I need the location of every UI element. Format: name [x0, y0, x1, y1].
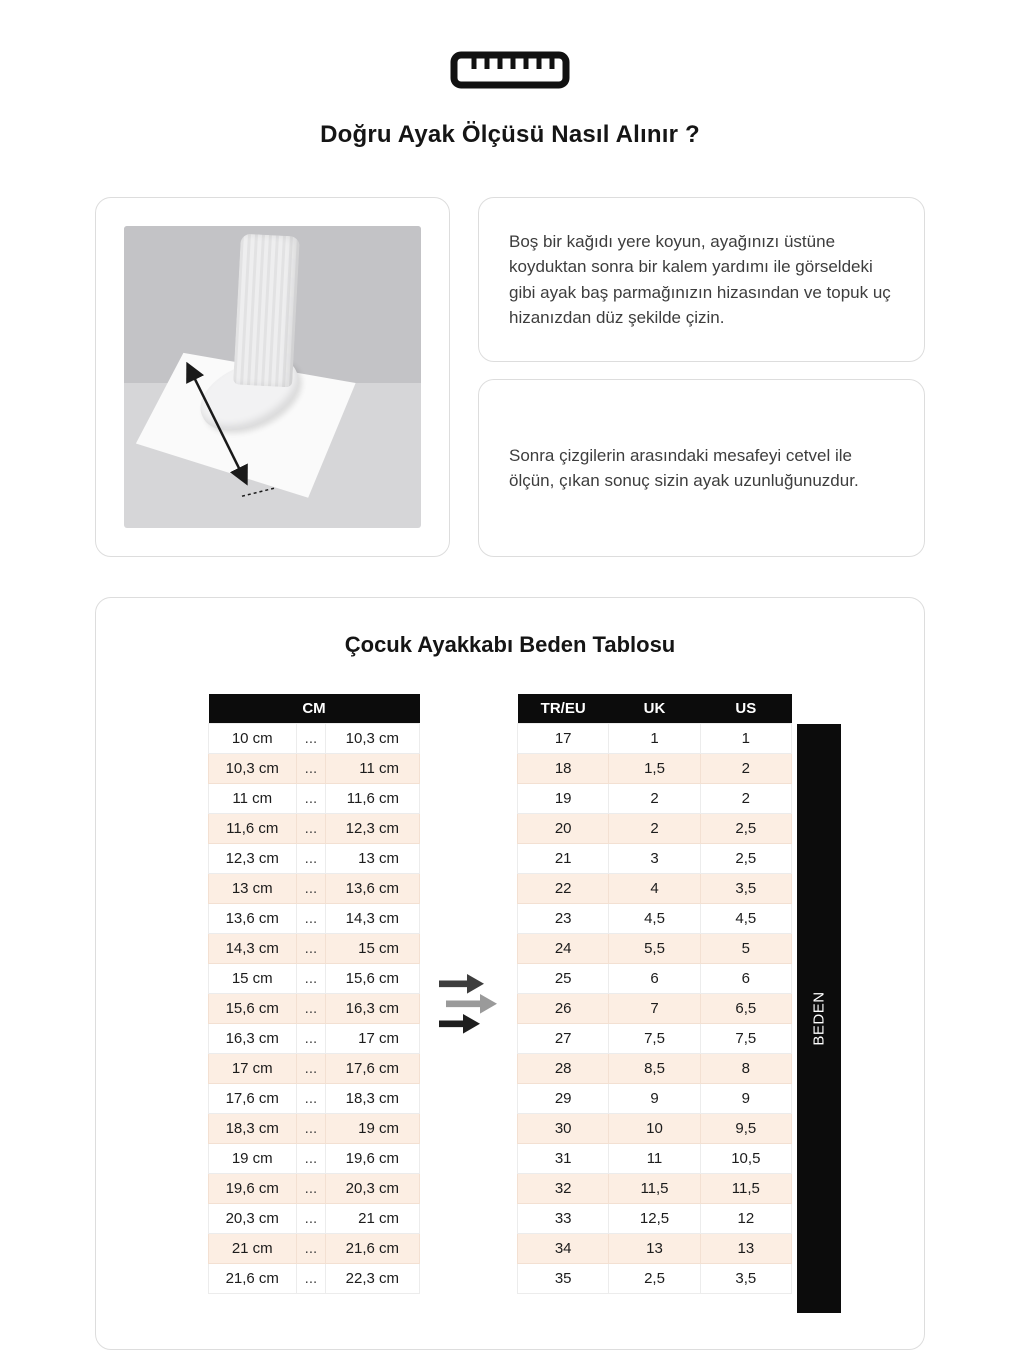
table-cell: ... — [296, 1203, 326, 1233]
table-row — [209, 933, 420, 963]
table-row — [209, 723, 420, 753]
table-row — [518, 1143, 792, 1173]
table-row — [518, 1053, 792, 1083]
table-row — [518, 783, 792, 813]
how-to-section — [95, 197, 925, 557]
instruction-list — [478, 197, 925, 557]
table-cell: 16,3 cm — [326, 993, 420, 1023]
table-cell: 16,3 cm — [209, 1023, 297, 1053]
table-row — [209, 1233, 420, 1263]
table-cell: ... — [296, 753, 326, 783]
table-cell: 11,6 cm — [326, 783, 420, 813]
table-row — [209, 753, 420, 783]
table-row — [209, 1203, 420, 1233]
table-cell: 19 — [518, 783, 609, 813]
table-cell: ... — [296, 1053, 326, 1083]
table-cell: 11 — [609, 1143, 700, 1173]
table-row — [518, 813, 792, 843]
instruction-card-2 — [478, 379, 925, 557]
table-row — [518, 993, 792, 1023]
table-cell: 14,3 cm — [326, 903, 420, 933]
table-cell: 17,6 cm — [326, 1053, 420, 1083]
cm-table — [208, 694, 420, 1294]
table-cell: 21 cm — [326, 1203, 420, 1233]
table-cell: ... — [296, 963, 326, 993]
cm-table-body — [209, 723, 420, 1293]
table-cell: 1 — [609, 723, 700, 753]
table-cell: 19 cm — [209, 1143, 297, 1173]
table-cell: 15 cm — [209, 963, 297, 993]
table-row — [209, 843, 420, 873]
table-row — [518, 843, 792, 873]
size-table-header-us: US — [700, 694, 791, 723]
table-cell: ... — [296, 1113, 326, 1143]
table-cell: 21 cm — [209, 1233, 297, 1263]
table-cell: ... — [296, 903, 326, 933]
table-cell: ... — [296, 1263, 326, 1293]
table-cell: 13 — [609, 1233, 700, 1263]
table-row — [518, 1113, 792, 1143]
table-cell: 3,5 — [700, 873, 791, 903]
table-cell: 21,6 cm — [326, 1233, 420, 1263]
table-cell: 30 — [518, 1113, 609, 1143]
table-cell: 18,3 cm — [326, 1083, 420, 1113]
table-cell: 15,6 cm — [209, 993, 297, 1023]
table-cell: 24 — [518, 933, 609, 963]
table-row — [518, 1203, 792, 1233]
table-cell: 28 — [518, 1053, 609, 1083]
table-row — [209, 1263, 420, 1293]
table-cell: 17 cm — [326, 1023, 420, 1053]
table-cell: 32 — [518, 1173, 609, 1203]
table-cell: 6,5 — [700, 993, 791, 1023]
table-row — [518, 1023, 792, 1053]
table-cell: 15,6 cm — [326, 963, 420, 993]
size-table-header-treu: TR/EU — [518, 694, 609, 723]
table-cell: ... — [296, 783, 326, 813]
table-cell: 6 — [700, 963, 791, 993]
table-row — [209, 1173, 420, 1203]
table-cell: 2 — [700, 783, 791, 813]
size-table-header-uk: UK — [609, 694, 700, 723]
table-cell: 11,6 cm — [209, 813, 297, 843]
table-cell: 7 — [609, 993, 700, 1023]
size-chart-title: Çocuk Ayakkabı Beden Tablosu — [344, 632, 676, 657]
table-row — [518, 753, 792, 783]
table-cell: 12,3 cm — [209, 843, 297, 873]
table-cell: 23 — [518, 903, 609, 933]
beden-label: BEDEN — [810, 991, 828, 1046]
ruler-icon — [450, 50, 570, 95]
table-cell: 1 — [700, 723, 791, 753]
table-cell: 14,3 cm — [209, 933, 297, 963]
table-row — [209, 813, 420, 843]
table-cell: 2,5 — [700, 813, 791, 843]
page-title: Doğru Ayak Ölçüsü Nasıl Alınır ? — [320, 121, 700, 148]
table-cell: 2 — [609, 813, 700, 843]
table-cell: 33 — [518, 1203, 609, 1233]
table-cell: 8,5 — [609, 1053, 700, 1083]
table-cell: ... — [296, 933, 326, 963]
table-cell: 27 — [518, 1023, 609, 1053]
table-cell: ... — [296, 1143, 326, 1173]
table-cell: 17,6 cm — [209, 1083, 297, 1113]
table-cell: 17 — [518, 723, 609, 753]
table-row — [209, 1053, 420, 1083]
table-cell: 13 cm — [209, 873, 297, 903]
table-cell: 11,5 — [700, 1173, 791, 1203]
table-row — [518, 1083, 792, 1113]
table-cell: ... — [296, 843, 326, 873]
table-row — [518, 963, 792, 993]
table-cell: 19,6 cm — [326, 1143, 420, 1173]
table-cell: ... — [296, 993, 326, 1023]
table-cell: 29 — [518, 1083, 609, 1113]
cm-table-header-row — [209, 694, 420, 723]
beden-label-bar — [797, 724, 841, 1313]
table-cell: 10,3 cm — [326, 723, 420, 753]
table-cell: 20,3 cm — [209, 1203, 297, 1233]
table-cell: 3 — [609, 843, 700, 873]
table-cell: 5 — [700, 933, 791, 963]
table-cell: 13,6 cm — [326, 873, 420, 903]
table-cell: 13,6 cm — [209, 903, 297, 933]
table-cell: 20 — [518, 813, 609, 843]
table-cell: 4,5 — [700, 903, 791, 933]
table-cell: 1,5 — [609, 753, 700, 783]
table-cell: ... — [296, 813, 326, 843]
table-cell: 26 — [518, 993, 609, 1023]
table-cell: 19 cm — [326, 1113, 420, 1143]
transfer-arrows-icon — [420, 972, 517, 1036]
table-cell: 11,5 — [609, 1173, 700, 1203]
table-cell: 21 — [518, 843, 609, 873]
table-row — [209, 783, 420, 813]
table-cell: 9 — [700, 1083, 791, 1113]
table-cell: 11 cm — [326, 753, 420, 783]
table-cell: 9 — [609, 1083, 700, 1113]
table-row — [518, 1233, 792, 1263]
table-row — [209, 1113, 420, 1143]
table-cell: 7,5 — [700, 1023, 791, 1053]
table-row — [518, 873, 792, 903]
table-row — [209, 1143, 420, 1173]
page-header — [0, 0, 1020, 149]
foot-measure-card — [95, 197, 450, 557]
table-cell: 13 — [700, 1233, 791, 1263]
table-cell: 22,3 cm — [326, 1263, 420, 1293]
table-cell: 4 — [609, 873, 700, 903]
table-cell: 7,5 — [609, 1023, 700, 1053]
table-cell: 31 — [518, 1143, 609, 1173]
table-row — [518, 933, 792, 963]
table-row — [209, 903, 420, 933]
table-row — [209, 1023, 420, 1053]
table-cell: 10 — [609, 1113, 700, 1143]
table-cell: 20,3 cm — [326, 1173, 420, 1203]
table-cell: 2 — [609, 783, 700, 813]
table-cell: 2 — [700, 753, 791, 783]
table-cell: 22 — [518, 873, 609, 903]
foot-measure-illustration — [124, 226, 421, 528]
table-cell: 11 cm — [209, 783, 297, 813]
table-cell: 12,3 cm — [326, 813, 420, 843]
instruction-text-2: Sonra çizgilerin arasındaki mesafeyi cetvel ile ölçün, çıkan sonuç sizin ayak uzunluğunuzdur. — [509, 445, 859, 490]
size-table-body — [518, 723, 792, 1293]
table-cell: ... — [296, 1173, 326, 1203]
table-cell: 19,6 cm — [209, 1173, 297, 1203]
table-row — [209, 873, 420, 903]
table-cell: 8 — [700, 1053, 791, 1083]
table-cell: 25 — [518, 963, 609, 993]
table-cell: 4,5 — [609, 903, 700, 933]
table-cell: 21,6 cm — [209, 1263, 297, 1293]
table-cell: 5,5 — [609, 933, 700, 963]
measure-arrow-icon — [124, 226, 421, 528]
table-cell: 35 — [518, 1263, 609, 1293]
table-cell: 18,3 cm — [209, 1113, 297, 1143]
table-cell: 10,3 cm — [209, 753, 297, 783]
table-cell: 34 — [518, 1233, 609, 1263]
table-cell: ... — [296, 1233, 326, 1263]
table-cell: 13 cm — [326, 843, 420, 873]
table-row — [209, 963, 420, 993]
table-cell: 3,5 — [700, 1263, 791, 1293]
table-row — [209, 1083, 420, 1113]
instruction-text-1: Boş bir kağıdı yere koyun, ayağınızı üstüne koyduktan sonra bir kalem yardımı ile görseldeki gibi ayak baş parmağınızın hizasından ve topuk uç hizanızdan düz şekilde çizin. — [509, 231, 891, 327]
cm-table-header: CM — [209, 694, 420, 723]
table-cell: ... — [296, 1023, 326, 1053]
table-cell: 12 — [700, 1203, 791, 1233]
table-cell: 18 — [518, 753, 609, 783]
table-row — [209, 993, 420, 1023]
table-cell: ... — [296, 1083, 326, 1113]
table-row — [518, 1263, 792, 1293]
table-cell: 6 — [609, 963, 700, 993]
table-cell: 15 cm — [326, 933, 420, 963]
table-cell: 9,5 — [700, 1113, 791, 1143]
table-cell: 17 cm — [209, 1053, 297, 1083]
size-chart-tables — [96, 694, 924, 1313]
table-cell: 10,5 — [700, 1143, 791, 1173]
size-table-header-row — [518, 694, 792, 723]
instruction-card-1 — [478, 197, 925, 362]
table-cell: ... — [296, 873, 326, 903]
table-row — [518, 723, 792, 753]
table-cell: 12,5 — [609, 1203, 700, 1233]
size-chart-card — [95, 597, 925, 1350]
table-cell: 2,5 — [700, 843, 791, 873]
table-cell: 10 cm — [209, 723, 297, 753]
table-cell: 2,5 — [609, 1263, 700, 1293]
size-table — [517, 694, 792, 1294]
table-row — [518, 903, 792, 933]
table-row — [518, 1173, 792, 1203]
table-cell: ... — [296, 723, 326, 753]
